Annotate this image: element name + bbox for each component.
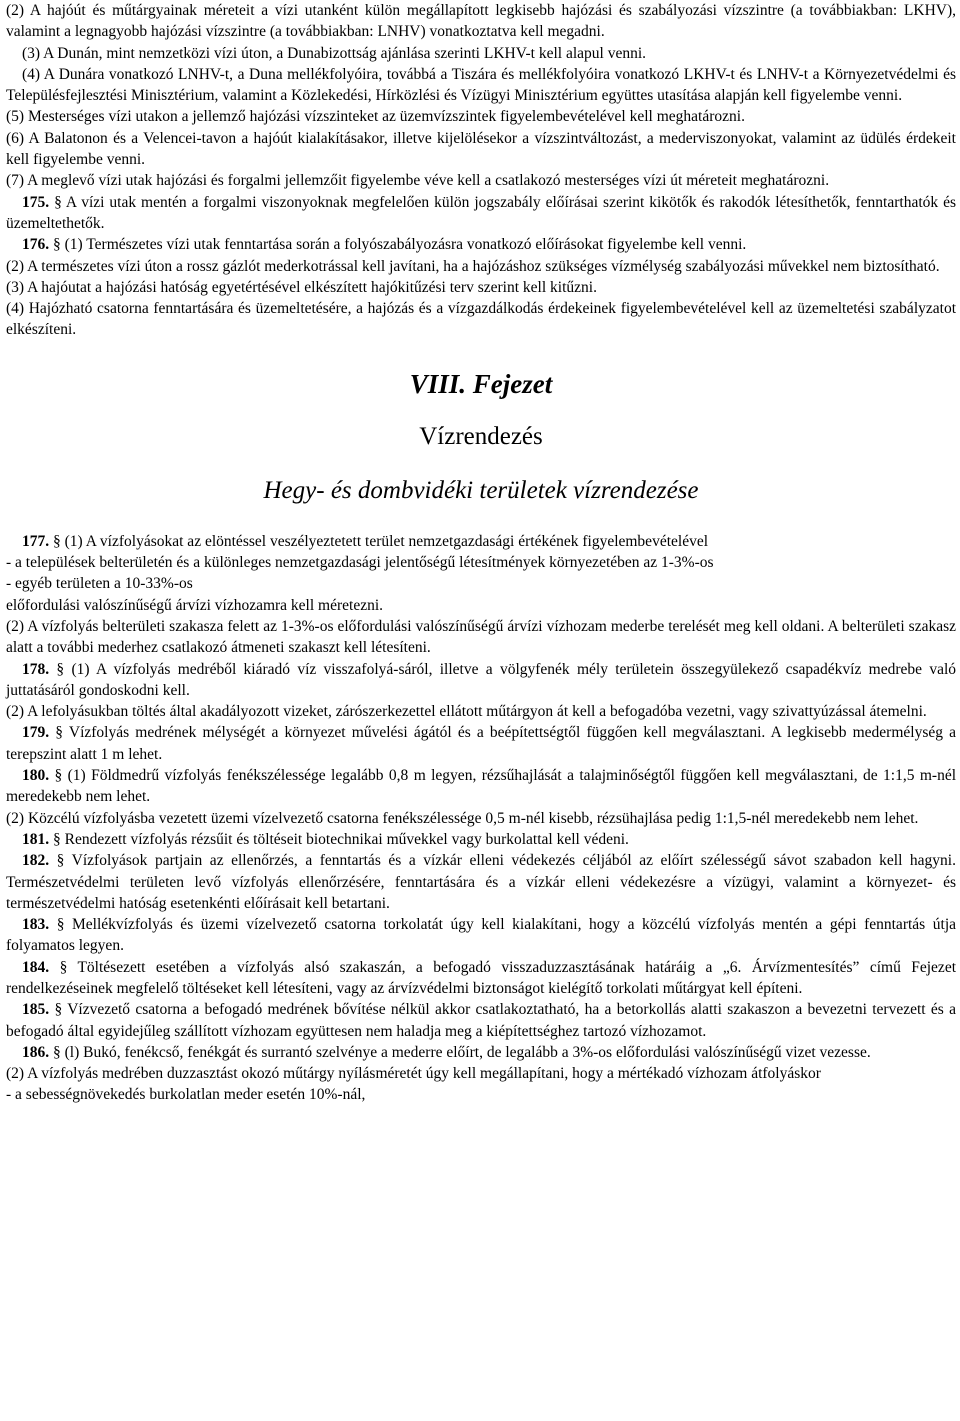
paragraph-text: § A vízi utak mentén a forgalmi viszonyoknak megfelelően külön jogszabály előírásai szerint kikötők és rakodók létesíthetők, fenntarthatók és üzemeltethetők. [6, 193, 957, 232]
paragraph-text: § (1) A vízfolyásokat az elöntéssel veszélyeztetett terület nemzetgazdasági értékének figyelembevételével [53, 532, 709, 550]
paragraph [6, 722, 956, 765]
paragraph [6, 573, 956, 594]
paragraph-text: (2) A vízfolyás medrében duzzasztást okozó műtárgy nyílásméretét úgy kell megállapítani, hogy a mértékadó vízhozam átfolyáskor [6, 1065, 821, 1083]
paragraph-text: (2) Közcélú vízfolyásba vezetett üzemi vízelvezető csatorna fenékszélessége 0,5 m-nél kisebb, rézsühajlása pedig 1:1,5-nél meredekebb nem lehet. [6, 809, 919, 827]
paragraph-text: - egyéb területen a 10-33%-os [6, 575, 193, 593]
paragraph [6, 616, 956, 659]
paragraph [6, 957, 956, 1000]
paragraph-text: - a sebességnövekedés burkolatlan meder esetén 10%-nál, [6, 1086, 366, 1104]
paragraph-text: (4) A Dunára vonatkozó LNHV-t, a Duna mellékfolyóira, továbbá a Tiszára és mellékfolyóira vonatkozó LKHV-t és LNHV-t a Környezetvédelmi és Településfejlesztési Minisztérium, valamint a Közlekedési, Hírközlési és Vízügyi Minisztérium együttes utasítása alapján kell figyelembe venni. [6, 65, 956, 105]
section-number: 180. [22, 767, 50, 785]
paragraph [6, 850, 956, 914]
section-number: 179. [22, 724, 50, 742]
section-number: 175. [22, 193, 50, 211]
section-number: 184. [22, 958, 50, 976]
paragraph [6, 192, 956, 235]
paragraph [6, 914, 956, 957]
paragraph [6, 1084, 956, 1105]
section-number: 181. [22, 830, 50, 848]
paragraph-text: § Vízfolyás medrének mélységét a környezet művelési ágától és a beépítettségtől függően kell megválasztani. A legkisebb medermélység a terepszint alatt 1 m lehet. [6, 724, 957, 763]
paragraph [6, 1063, 956, 1084]
paragraph-text: § Rendezett vízfolyás rézsűit és töltéseit biotechnikai művekkel vagy burkolattal kell védeni. [53, 830, 629, 848]
paragraph [6, 170, 956, 191]
paragraph [6, 659, 956, 702]
paragraph [6, 701, 956, 722]
chapter-heading [6, 367, 956, 507]
bottom-paragraphs [6, 531, 956, 1106]
paragraph [6, 43, 956, 64]
section-number: 177. [22, 532, 50, 550]
paragraph-text: - a települések belterületén és a különleges nemzetgazdasági jelentőségű létesítmények környezetében az 1-3%-os [6, 554, 714, 572]
paragraph-text: § (1) A vízfolyás medréből kiáradó víz visszafolyá-sáról, illetve a völgyfenék mély területein összegyülekező csapadékvíz medrebe való juttatásáról gondoskodni kell. [6, 660, 956, 699]
paragraph-text: (4) Hajózható csatorna fenntartására és üzemeltetésére, a hajózás és a vízgazdálkodás érdekeinek figyelembevételével kell az üzemeltetési szabályzatot elkészíteni. [6, 300, 956, 339]
paragraph-text: § Mellékvízfolyás és üzemi vízelvezető csatorna torkolatát úgy kell kialakítani, hogy a közcélú vízfolyás mentén a gépi fenntartás útja folyamatos legyen. [6, 916, 957, 955]
paragraph [6, 829, 956, 850]
paragraph-text: (3) A hajóutat a hajózási hatóság egyetértésével elkészített hajókitűzési terv szerint kell kitűzni. [6, 278, 597, 296]
paragraph-text: (2) A hajóút és műtárgyainak méreteit a vízi utanként külön megállapított legkisebb hajózási és szabályozási vízszintre (a továbbiakban: LKHV), valamint a legnagyobb hajózási vízszintre (a továbbiakban: LNHV) vonatkoztatva kell megadni. [6, 2, 956, 41]
paragraph [6, 0, 956, 43]
paragraph-text: (7) A meglevő vízi utak hajózási és forgalmi jellemzőit figyelembe véve kell a csatlakozó mesterséges vízi út méreteit meghatározni. [6, 172, 830, 190]
paragraph [6, 999, 956, 1042]
section-number: 178. [22, 660, 50, 678]
paragraph-text: (2) A vízfolyás belterületi szakasza felett az 1-3%-os előfordulási valószínűségű árvízi vízhozam mederbe terelését meg kell oldani. A belterületi szakasz alatt a további mederhez csatlakozó átmeneti szakaszt kell létesíteni. [6, 617, 956, 657]
top-paragraphs [6, 0, 956, 341]
chapter-title: VIII. Fejezet [409, 368, 553, 399]
section-number: 186. [22, 1043, 50, 1061]
section-number: 182. [22, 852, 50, 870]
paragraph [6, 234, 956, 255]
paragraph-text: (6) A Balatonon és a Velencei-tavon a hajóút kialakításakor, illetve kijelölésekor a vízszintváltozást, a mederviszonyokat, valamint az üdülés érdekeit kell figyelembe venni. [6, 129, 956, 169]
paragraph [6, 595, 956, 616]
section-title: Hegy- és dombvidéki területek vízrendezése [263, 476, 699, 504]
paragraph [6, 765, 956, 808]
paragraph-text: § Töltésezett esetében a vízfolyás alsó szakaszán, a befogadó visszaduzzasztásának határáig a „6. Árvízmentesítés” című Fejezet rendelkezéseinek megfelelő töltéseket kell létesíteni, vagy az árvízvédelmi biztonságot kielégítő torkolati műtárgyat kell építeni. [6, 958, 957, 997]
document-page [6, 0, 956, 1106]
paragraph [6, 277, 956, 298]
paragraph-text: (3) A Dunán, mint nemzetközi vízi úton, a Dunabizottság ajánlása szerinti LKHV-t kell alapul venni. [22, 44, 647, 62]
paragraph [6, 64, 956, 107]
paragraph [6, 808, 956, 829]
paragraph-text: (2) A lefolyásukban töltés által akadályozott vizeket, zárószerkezettel ellátott műtárgyon át kell a befogadóba vezetni, vagy szivattyúzással átemelni. [6, 703, 927, 721]
paragraph-text: § Vízvezető csatorna a befogadó medrének bővítése nélkül akkor csatlakoztatható, ha a betorkollás alatti szakaszon a bevezetni tervezett és a befogadó által egyidejűleg szállított vízhozam együttesen nem haladja meg a kiépítettséghez tartozó vízhozamot. [6, 1001, 957, 1040]
paragraph [6, 298, 956, 341]
paragraph-text: § (1) Természetes vízi utak fenntartása során a folyószabályozásra vonatkozó előírásokat figyelembe kell venni. [53, 236, 747, 254]
paragraph-text: (2) A természetes vízi úton a rossz gázlót mederkotrással kell javítani, ha a hajózáshoz szükséges vízmélység szabályozási művekkel nem biztosítható. [6, 257, 940, 275]
chapter-subtitle: Vízrendezés [419, 422, 543, 450]
paragraph [6, 1042, 956, 1063]
paragraph [6, 128, 956, 171]
paragraph [6, 552, 956, 573]
section-number: 185. [22, 1001, 50, 1019]
section-number: 176. [22, 236, 50, 254]
paragraph-text: (5) Mesterséges vízi utakon a jellemző hajózási vízszinteket az üzemvízszintek figyelembevételével kell meghatározni. [6, 108, 745, 126]
paragraph-text: § Vízfolyások partjain az ellenőrzés, a fenntartás és a vízkár elleni védekezés céljából az előírt szélességű sávot szabadon kell hagyni. Természetvédelmi területen levő vízfolyás ellenőrzésére, fenntartására és a vízkár elleni védekezésre a vízügyi, valamint a környezet- és természetvédelmi hatóság esetenkénti előírásait kell betartani. [6, 852, 956, 912]
paragraph [6, 106, 956, 127]
paragraph [6, 256, 956, 277]
section-number: 183. [22, 916, 50, 934]
paragraph-text: § (1) Földmedrű vízfolyás fenékszélessége legalább 0,8 m legyen, rézsűhajlását a talajminőségtől függően kell megválasztani, de 1:1,5 m-nél meredekebb nem lehet. [6, 767, 957, 806]
paragraph-text: előfordulási valószínűségű árvízi vízhozamra kell méretezni. [6, 596, 384, 614]
paragraph [6, 531, 956, 552]
paragraph-text: § (l) Bukó, fenékcső, fenékgát és surrantó szelvénye a mederre előírt, de legalább a 3%-os előfordulási valószínűségű vizet vezesse. [53, 1043, 871, 1061]
